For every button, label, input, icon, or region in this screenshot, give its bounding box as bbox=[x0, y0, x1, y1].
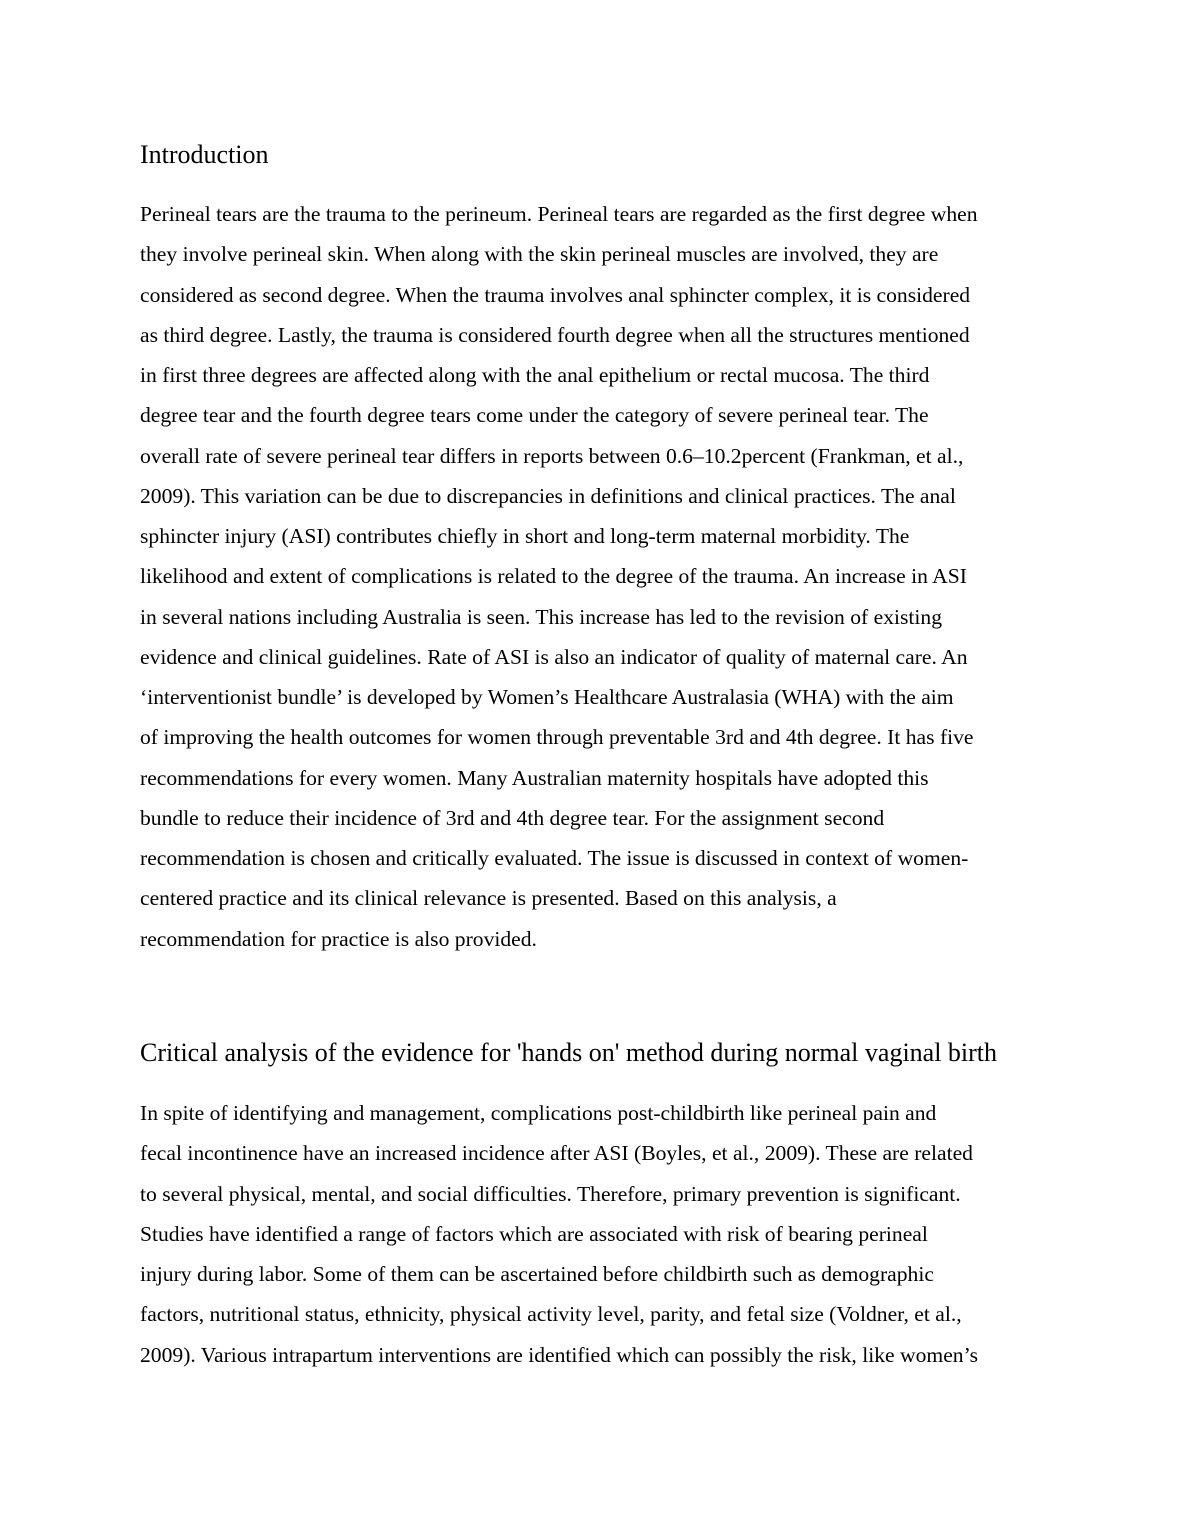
introduction-heading: Introduction bbox=[140, 140, 269, 169]
text-line: evidence and clinical guidelines. Rate of ASI is also an indicator of quality of maternal care. An bbox=[140, 644, 968, 669]
text-line: Perineal tears are the trauma to the perineum. Perineal tears are regarded as the first degree when bbox=[140, 202, 978, 226]
text-line: fecal incontinence have an increased incidence after ASI (Boyles, et al., 2009). These are related bbox=[140, 1141, 973, 1166]
text-line: centered practice and its clinical relevance is presented. Based on this analysis, a bbox=[140, 886, 837, 911]
text-line: recommendation is chosen and critically evaluated. The issue is discussed in context of women- bbox=[140, 846, 969, 870]
text-line: considered as second degree. When the trauma involves anal sphincter complex, it is considered bbox=[140, 282, 971, 307]
text-line: factors, nutritional status, ethnicity, physical activity level, parity, and fetal size (Voldner, et al., bbox=[140, 1302, 962, 1327]
critical-analysis-heading: Critical analysis of the evidence for 'hands on' method during normal vaginal birth bbox=[140, 1038, 998, 1067]
text-line: recommendation for practice is also provided. bbox=[140, 926, 537, 951]
text-line: they involve perineal skin. When along with the skin perineal muscles are involved, they are bbox=[140, 242, 939, 267]
text-line: 2009). This variation can be due to discrepancies in definitions and clinical practices. The anal bbox=[140, 483, 956, 508]
text-line: Studies have identified a range of factors which are associated with risk of bearing perineal bbox=[140, 1221, 928, 1246]
text-line: degree tear and the fourth degree tears come under the category of severe perineal tear. The bbox=[140, 403, 929, 428]
introduction-paragraph bbox=[140, 194, 1052, 959]
text-line: to several physical, mental, and social difficulties. Therefore, primary prevention is significant. bbox=[140, 1181, 961, 1206]
text-line: In spite of identifying and management, complications post-childbirth like perineal pain and bbox=[140, 1101, 937, 1125]
text-line: overall rate of severe perineal tear differs in reports between 0.6–10.2percent (Frankman, et al., bbox=[140, 443, 964, 468]
introduction-section bbox=[140, 139, 1052, 959]
text-line: likelihood and extent of complications is related to the degree of the trauma. An increase in ASI bbox=[140, 564, 967, 589]
text-line: 2009). Various intrapartum interventions are identified which can possibly the risk, like women’s bbox=[140, 1342, 978, 1367]
text-line: in several nations including Australia is seen. This increase has led to the revision of existing bbox=[140, 604, 942, 629]
critical-analysis-section bbox=[140, 1037, 1052, 1375]
text-line: injury during labor. Some of them can be ascertained before childbirth such as demographic bbox=[140, 1262, 934, 1286]
text-line: ‘interventionist bundle’ is developed by Women’s Healthcare Australasia (WHA) with the aim bbox=[140, 685, 954, 709]
text-line: as third degree. Lastly, the trauma is considered fourth degree when all the structures mentioned bbox=[140, 322, 970, 347]
text-line: recommendations for every women. Many Australian maternity hospitals have adopted this bbox=[140, 765, 929, 790]
text-line: sphincter injury (ASI) contributes chiefly in short and long-term maternal morbidity. The bbox=[140, 524, 910, 548]
text-line: in first three degrees are affected along with the anal epithelium or rectal mucosa. The third bbox=[140, 363, 930, 387]
text-line: bundle to reduce their incidence of 3rd and 4th degree tear. For the assignment second bbox=[140, 805, 885, 830]
text-line: of improving the health outcomes for women through preventable 3rd and 4th degree. It has five bbox=[140, 725, 974, 750]
critical-analysis-paragraph bbox=[140, 1093, 1052, 1375]
